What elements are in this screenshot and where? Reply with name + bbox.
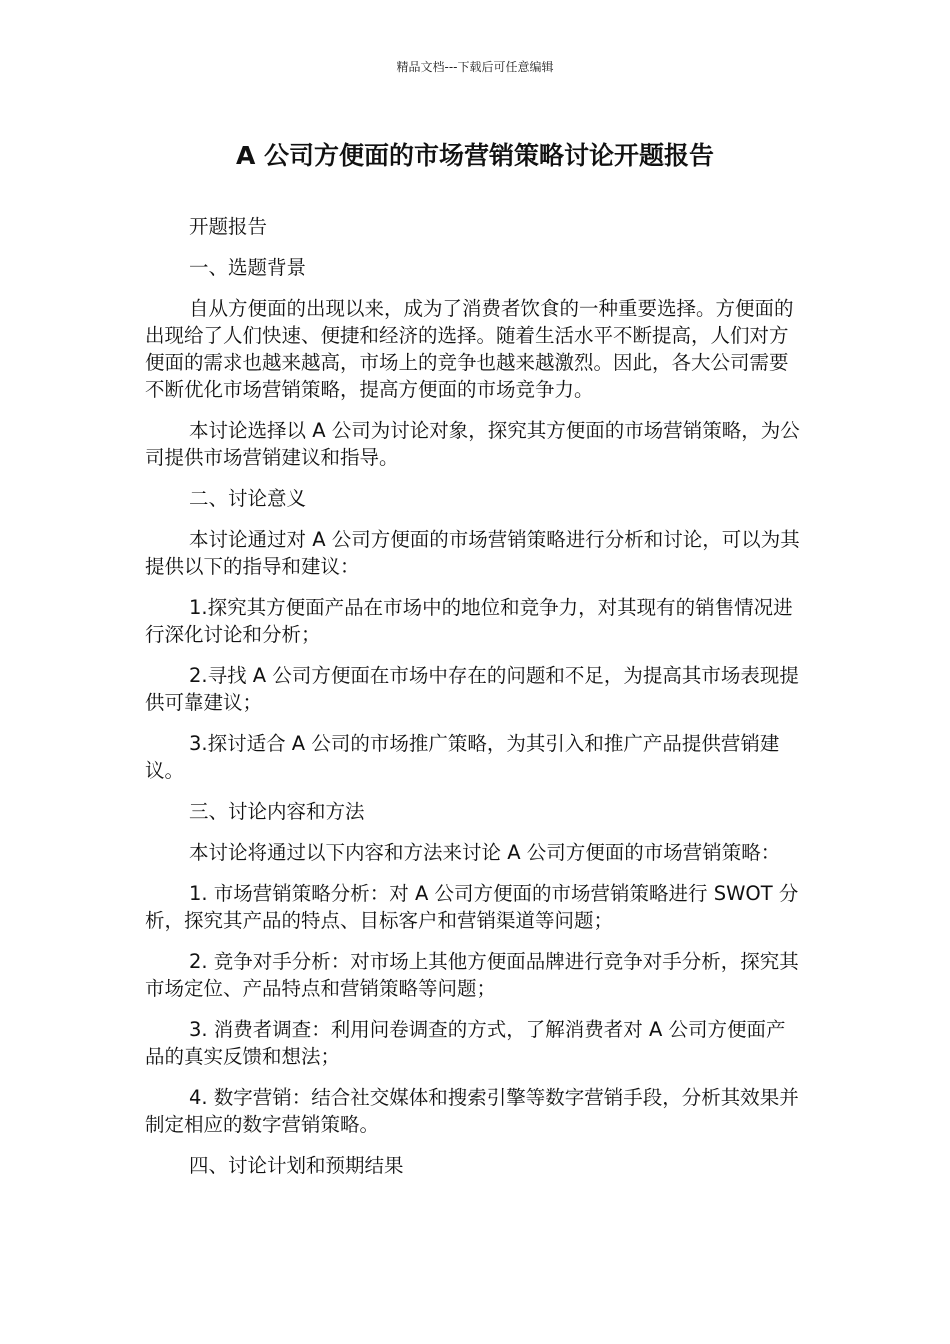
paragraph: 本讨论通过对 A 公司方便面的市场营销策略进行分析和讨论，可以为其提供以下的指导和建议： — [145, 528, 800, 578]
paragraph: 本讨论将通过以下内容和方法来讨论 A 公司方便面的市场营销策略： — [189, 841, 781, 864]
section-heading-significance: 二、讨论意义 — [189, 487, 307, 510]
section-heading-content-methods: 三、讨论内容和方法 — [189, 800, 365, 823]
list-item: 3. 消费者调查：利用问卷调查的方式，了解消费者对 A 公司方便面产品的真实反馈和想法； — [145, 1018, 786, 1068]
list-item: 1.探究其方便面产品在市场中的地位和竞争力，对其现有的销售情况进行深化讨论和分析； — [145, 596, 793, 646]
paragraph: 本讨论选择以 A 公司为讨论对象，探究其方便面的市场营销策略，为公司提供市场营销建议和指导。 — [145, 419, 800, 469]
list-item: 2.寻找 A 公司方便面在市场中存在的问题和不足，为提高其市场表现提供可靠建议； — [145, 664, 799, 714]
section-heading-plan-results: 四、讨论计划和预期结果 — [189, 1154, 404, 1177]
document-title: A 公司方便面的市场营销策略讨论开题报告 — [235, 141, 715, 170]
document-body — [145, 213, 805, 1179]
list-item: 4. 数字营销：结合社交媒体和搜索引擎等数字营销手段，分析其效果并制定相应的数字营销策略。 — [145, 1086, 799, 1136]
list-item: 2. 竞争对手分析：对市场上其他方便面品牌进行竞争对手分析，探究其市场定位、产品特点和营销策略等问题； — [145, 950, 799, 1000]
header-note: 精品文档---下载后可任意编辑 — [396, 60, 554, 74]
list-item: 3.探讨适合 A 公司的市场推广策略，为其引入和推广产品提供营销建议。 — [145, 732, 780, 782]
section-heading-background: 一、选题背景 — [189, 256, 307, 279]
paragraph-report-label: 开题报告 — [189, 215, 268, 238]
list-item: 1. 市场营销策略分析：对 A 公司方便面的市场营销策略进行 SWOT 分析，探究其产品的特点、目标客户和营销渠道等问题； — [145, 882, 799, 932]
paragraph: 自从方便面的出现以来，成为了消费者饮食的一种重要选择。方便面的出现给了人们快速、便捷和经济的选择。随着生活水平不断提高，人们对方便面的需求也越来越高，市场上的竞争也越来越激烈。因此，各大公司需要不断优化市场营销策略，提高方便面的市场竞争力。 — [145, 297, 794, 401]
